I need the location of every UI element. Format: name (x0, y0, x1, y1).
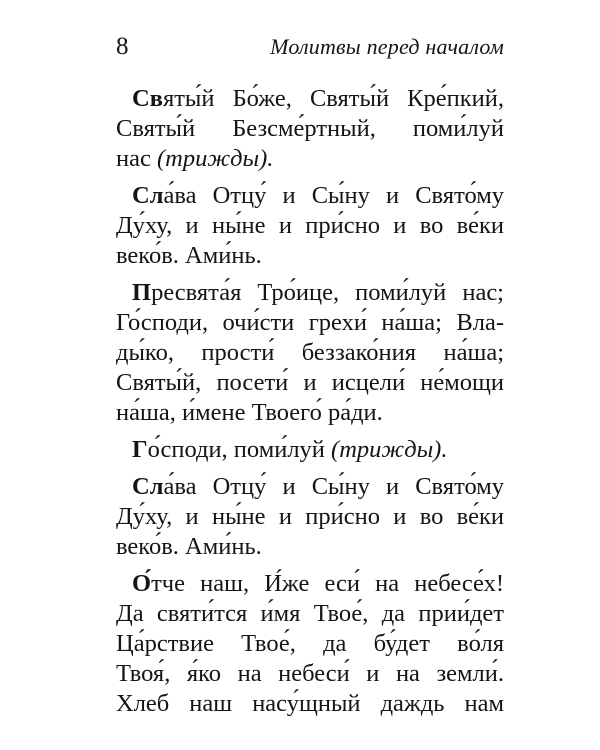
repeat-note: (трижды). (331, 436, 448, 463)
paragraph-holy-trinity (116, 278, 504, 428)
text-line: Ду́ху, и ны́не и при́сно и во ве́ки (116, 212, 504, 239)
repeat-note: (трижды). (157, 145, 274, 172)
text-line (116, 472, 504, 502)
line-text: а́ва Отцу́ и Сы́ну и Свято́му (163, 473, 504, 500)
line-text: а́ва Отцу́ и Сы́ну и Свято́му (163, 182, 504, 209)
text-line: Хлеб наш насу́щный даждь нам (116, 690, 504, 717)
line-text: тче наш, И́же еси́ на небесе́х! (151, 570, 504, 597)
paragraph-initial: Г (132, 436, 148, 463)
line-text: нас (116, 145, 157, 172)
paragraph-initial: Сл (132, 473, 164, 500)
text-line (116, 144, 504, 174)
paragraph-initial: Сл (132, 182, 164, 209)
line-text: яты́й Бо́же, Святы́й Кре́пкий, (162, 85, 504, 112)
page-header (116, 32, 504, 62)
line-text: ресвята́я Тро́ице, поми́луй нас; (151, 279, 504, 306)
text-line (116, 435, 504, 465)
text-line: веко́в. Ами́нь. (116, 533, 262, 560)
running-title: Молитвы перед началом (270, 34, 504, 59)
paragraph-glory-repeat (116, 472, 504, 562)
text-line: Го́споди, очи́сти грехи́ на́ша; Вла- (116, 309, 504, 336)
text-line (116, 569, 504, 599)
text-line: Святы́й, посети́ и исцели́ не́мощи (116, 369, 504, 396)
page-number: 8 (116, 33, 129, 60)
text-line: Да святи́тся и́мя Твое́, да прии́дет (116, 600, 504, 627)
prayer-text (116, 84, 504, 719)
paragraph-our-father (116, 569, 504, 719)
paragraph-initial: О́ (132, 570, 152, 597)
paragraph-glory (116, 181, 504, 271)
text-line: Ца́рствие Твое́, да бу́дет во́ля (116, 630, 504, 657)
text-line: на́ша, и́мене Твоего́ ра́ди. (116, 399, 383, 426)
text-line: Твоя́, я́ко на небеси́ и на земли́. (116, 660, 504, 687)
text-line: Святы́й Безсме́ртный, поми́луй (116, 115, 504, 142)
paragraph-trisagion (116, 84, 504, 174)
text-line (116, 84, 504, 114)
text-line (116, 181, 504, 211)
text-line (116, 278, 504, 308)
text-line: ды́ко, прости́ беззако́ния на́ша; (116, 339, 504, 366)
paragraph-initial: Св (132, 85, 163, 112)
paragraph-lord-have-mercy (116, 435, 504, 465)
text-line: веко́в. Ами́нь. (116, 242, 262, 269)
text-line: Ду́ху, и ны́не и при́сно и во ве́ки (116, 503, 504, 530)
paragraph-initial: П (132, 279, 152, 306)
line-text: о́споди, поми́луй (147, 436, 332, 463)
